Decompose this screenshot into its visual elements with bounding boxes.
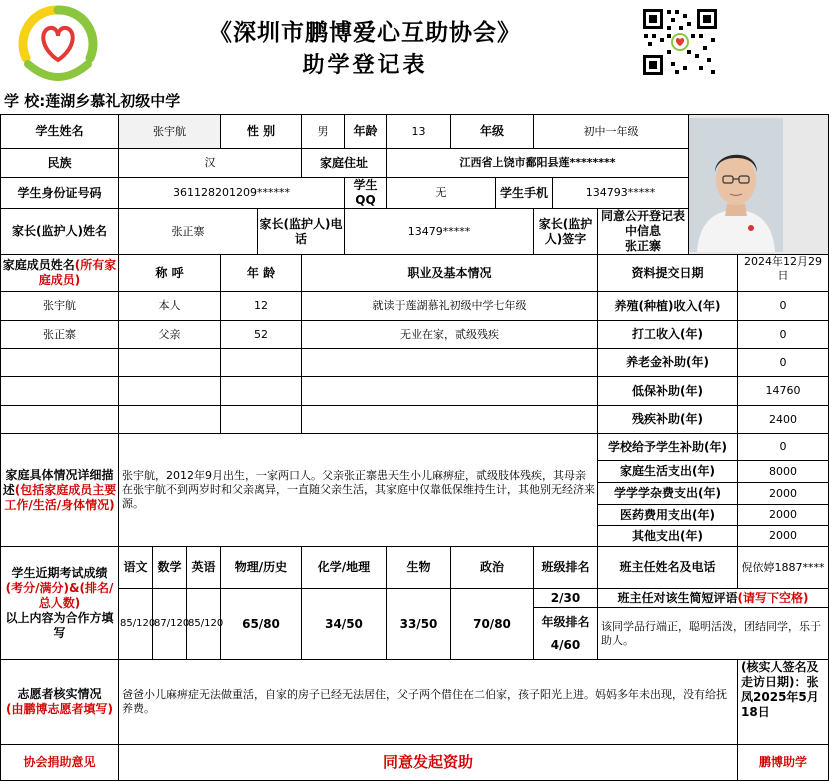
medical-expense-value: 2000 xyxy=(738,505,829,526)
age-value: 13 xyxy=(387,115,451,149)
gender-value: 男 xyxy=(302,115,345,149)
phone-value: 134793***** xyxy=(553,178,689,209)
member-job-empty xyxy=(302,377,598,406)
disability-label: 残疾补助(年) xyxy=(598,406,738,434)
class-rank-value: 2/30 xyxy=(534,589,598,608)
phone-label: 学生手机 xyxy=(496,178,553,209)
ethnicity-value: 汉 xyxy=(119,149,302,178)
score-cell: 33/50 xyxy=(387,589,451,660)
income-label: 养殖(种植)收入(年) xyxy=(598,292,738,321)
other-expense-label: 其他支出(年) xyxy=(598,526,738,547)
member-age: 12 xyxy=(221,292,302,321)
tuition-expense-value: 2000 xyxy=(738,483,829,505)
school-subsidy-label: 学校给予学生补助(年) xyxy=(598,434,738,461)
member-name-empty xyxy=(1,349,119,377)
subject-header: 语文 xyxy=(119,547,153,589)
tuition-expense-label: 学学学杂费支出(年) xyxy=(598,483,738,505)
teacher-comment-value: 该同学品行端正，聪明活泼，团结同学，乐于助人。 xyxy=(598,608,829,660)
org-signature: 鹏博助学 xyxy=(738,745,829,781)
member-job: 就读于莲湖慕礼初级中学七年级 xyxy=(302,292,598,321)
member-name: 张正寨 xyxy=(1,321,119,349)
gender-label: 性 别 xyxy=(221,115,302,149)
student-photo-icon xyxy=(689,118,783,252)
age-label: 年龄 xyxy=(345,115,387,149)
member-job-empty xyxy=(302,349,598,377)
student-photo xyxy=(689,115,829,255)
form-title: 《深圳市鹏博爱心互助协会》 xyxy=(209,19,521,46)
id-label: 学生身份证号码 xyxy=(1,178,119,209)
exam-label-text: 学生近期考试成绩 xyxy=(11,565,108,580)
teacher-label: 班主任姓名及电话 xyxy=(598,547,738,589)
teacher-comment-label xyxy=(598,589,829,608)
member-relation: 本人 xyxy=(119,292,221,321)
member-name-empty xyxy=(1,406,119,434)
situation-label xyxy=(1,434,119,547)
pension-value: 0 xyxy=(738,349,829,377)
subject-header: 政治 xyxy=(451,547,534,589)
subject-header: 生物 xyxy=(387,547,451,589)
school-name: 莲湖乡慕礼初级中学 xyxy=(45,92,181,110)
consent-cell xyxy=(598,209,689,255)
consent-label: 同意公开登记表中信息 xyxy=(601,209,686,238)
score-cell: 87/120 xyxy=(153,589,187,660)
other-expense-value: 2000 xyxy=(738,526,829,547)
school-subsidy-value: 0 xyxy=(738,434,829,461)
grade-rank-label: 年级排名 xyxy=(541,614,590,629)
living-expense-label: 家庭生活支出(年) xyxy=(598,461,738,483)
member-age-empty xyxy=(221,377,302,406)
verifier-sign: (核实人签名及走访日期)：张凤2025年5月18日 xyxy=(738,660,829,745)
subsistence-value: 14760 xyxy=(738,377,829,406)
id-value: 361128201209****** xyxy=(119,178,345,209)
student-name-label: 学生姓名 xyxy=(1,115,119,149)
exam-label-note2: 以上内容为合作方填写 xyxy=(5,610,114,640)
family-relation-header: 称 呼 xyxy=(119,255,221,292)
student-name-value: 张宇航 xyxy=(119,115,221,149)
family-age-header: 年 龄 xyxy=(221,255,302,292)
volunteer-text: 爸爸小儿麻痹症无法做重活，自家的房子已经无法居住，父子两个借住在二伯家，孩子阳光上进。妈妈多年未出现，没有给抚养费。 xyxy=(119,660,738,745)
situation-text: 张宇航，2012年9月出生，一家两口人。父亲张正寨患天生小儿麻痹症，贰级肢体残疾，其母亲在张宇航不到两岁时和父亲离异，一直随父亲生活，其家庭中仅靠低保维持生计，其他别无经济来源。 xyxy=(119,434,598,547)
volunteer-label xyxy=(1,660,119,745)
member-relation: 父亲 xyxy=(119,321,221,349)
school-line xyxy=(0,88,728,115)
score-cell: 65/80 xyxy=(221,589,302,660)
address-label: 家庭住址 xyxy=(302,149,387,178)
score-cell: 70/80 xyxy=(451,589,534,660)
donation-opinion-label: 协会捐助意见 xyxy=(1,745,119,781)
subject-header: 数学 xyxy=(153,547,187,589)
family-job-header: 职业及基本情况 xyxy=(302,255,598,292)
ethnicity-label: 民族 xyxy=(1,149,119,178)
family-label-note: (所有家庭成员) xyxy=(38,258,117,287)
teacher-value: 倪依婷1887**** xyxy=(738,547,829,589)
guardian-phone-value: 13479***** xyxy=(345,209,534,255)
submit-date-value: 2024年12月29日 xyxy=(738,255,829,292)
qr-code-icon xyxy=(640,6,720,78)
situation-label-note: (包括家庭成员主要工作/生活/身体情况) xyxy=(4,482,117,512)
guardian-sign-label: 家长(监护人)签字 xyxy=(534,209,598,255)
donation-opinion-value: 同意发起资助 xyxy=(119,745,738,781)
member-job-empty xyxy=(302,406,598,434)
qq-label: 学生QQ xyxy=(345,178,387,209)
grade-value: 初中一年级 xyxy=(534,115,689,149)
medical-expense-label: 医药费用支出(年) xyxy=(598,505,738,526)
family-label xyxy=(1,255,119,292)
consent-name: 张正寨 xyxy=(625,239,662,253)
header xyxy=(0,0,728,88)
member-relation-empty xyxy=(119,406,221,434)
member-age-empty xyxy=(221,349,302,377)
grade-rank-value: 4/60 xyxy=(550,637,581,652)
score-cell: 85/120 xyxy=(119,589,153,660)
score-cell: 34/50 xyxy=(302,589,387,660)
family-label-text: 家庭成员姓名 xyxy=(2,258,75,272)
school-label: 学 校: xyxy=(4,92,46,110)
qq-value: 无 xyxy=(387,178,496,209)
guardian-name-label: 家长(监护人)姓名 xyxy=(1,209,119,255)
work-income-value: 0 xyxy=(738,321,829,349)
member-relation-empty xyxy=(119,377,221,406)
guardian-name-value: 张正寨 xyxy=(119,209,258,255)
situation-label-text: 家庭具体情况详细描述 xyxy=(2,467,114,497)
member-name-empty xyxy=(1,377,119,406)
member-age-empty xyxy=(221,406,302,434)
subject-header: 物理/历史 xyxy=(221,547,302,589)
member-job: 无业在家，贰级残疾 xyxy=(302,321,598,349)
pension-label: 养老金补助(年) xyxy=(598,349,738,377)
subject-header: 化学/地理 xyxy=(302,547,387,589)
income-value: 0 xyxy=(738,292,829,321)
member-name: 张宇航 xyxy=(1,292,119,321)
registration-form xyxy=(0,114,829,781)
exam-label-note: (考分/满分)&(排名/总人数) xyxy=(5,580,114,610)
submit-date-label: 资料提交日期 xyxy=(598,255,738,292)
subject-header: 英语 xyxy=(187,547,221,589)
volunteer-label-text: 志愿者核实情况 xyxy=(17,687,102,701)
class-rank-label: 班级排名 xyxy=(534,547,598,589)
grade-label: 年级 xyxy=(451,115,534,149)
member-age: 52 xyxy=(221,321,302,349)
member-relation-empty xyxy=(119,349,221,377)
address-value: 江西省上饶市鄱阳县莲******** xyxy=(387,149,689,178)
disability-value: 2400 xyxy=(738,406,829,434)
subsistence-label: 低保补助(年) xyxy=(598,377,738,406)
guardian-phone-label: 家长(监护人)电话 xyxy=(258,209,345,255)
score-cell: 85/120 xyxy=(187,589,221,660)
work-income-label: 打工收入(年) xyxy=(598,321,738,349)
grade-rank-cell xyxy=(534,608,598,660)
form-subtitle: 助学登记表 xyxy=(302,52,428,78)
teacher-comment-label-text: 班主任对该生简短评语 xyxy=(617,590,738,605)
volunteer-label-note: (由鹏博志愿者填写) xyxy=(6,702,113,716)
teacher-comment-label-note: (请写下空格) xyxy=(737,590,809,605)
heart-hands-logo-icon xyxy=(18,6,98,82)
exam-label xyxy=(1,547,119,660)
living-expense-value: 8000 xyxy=(738,461,829,483)
